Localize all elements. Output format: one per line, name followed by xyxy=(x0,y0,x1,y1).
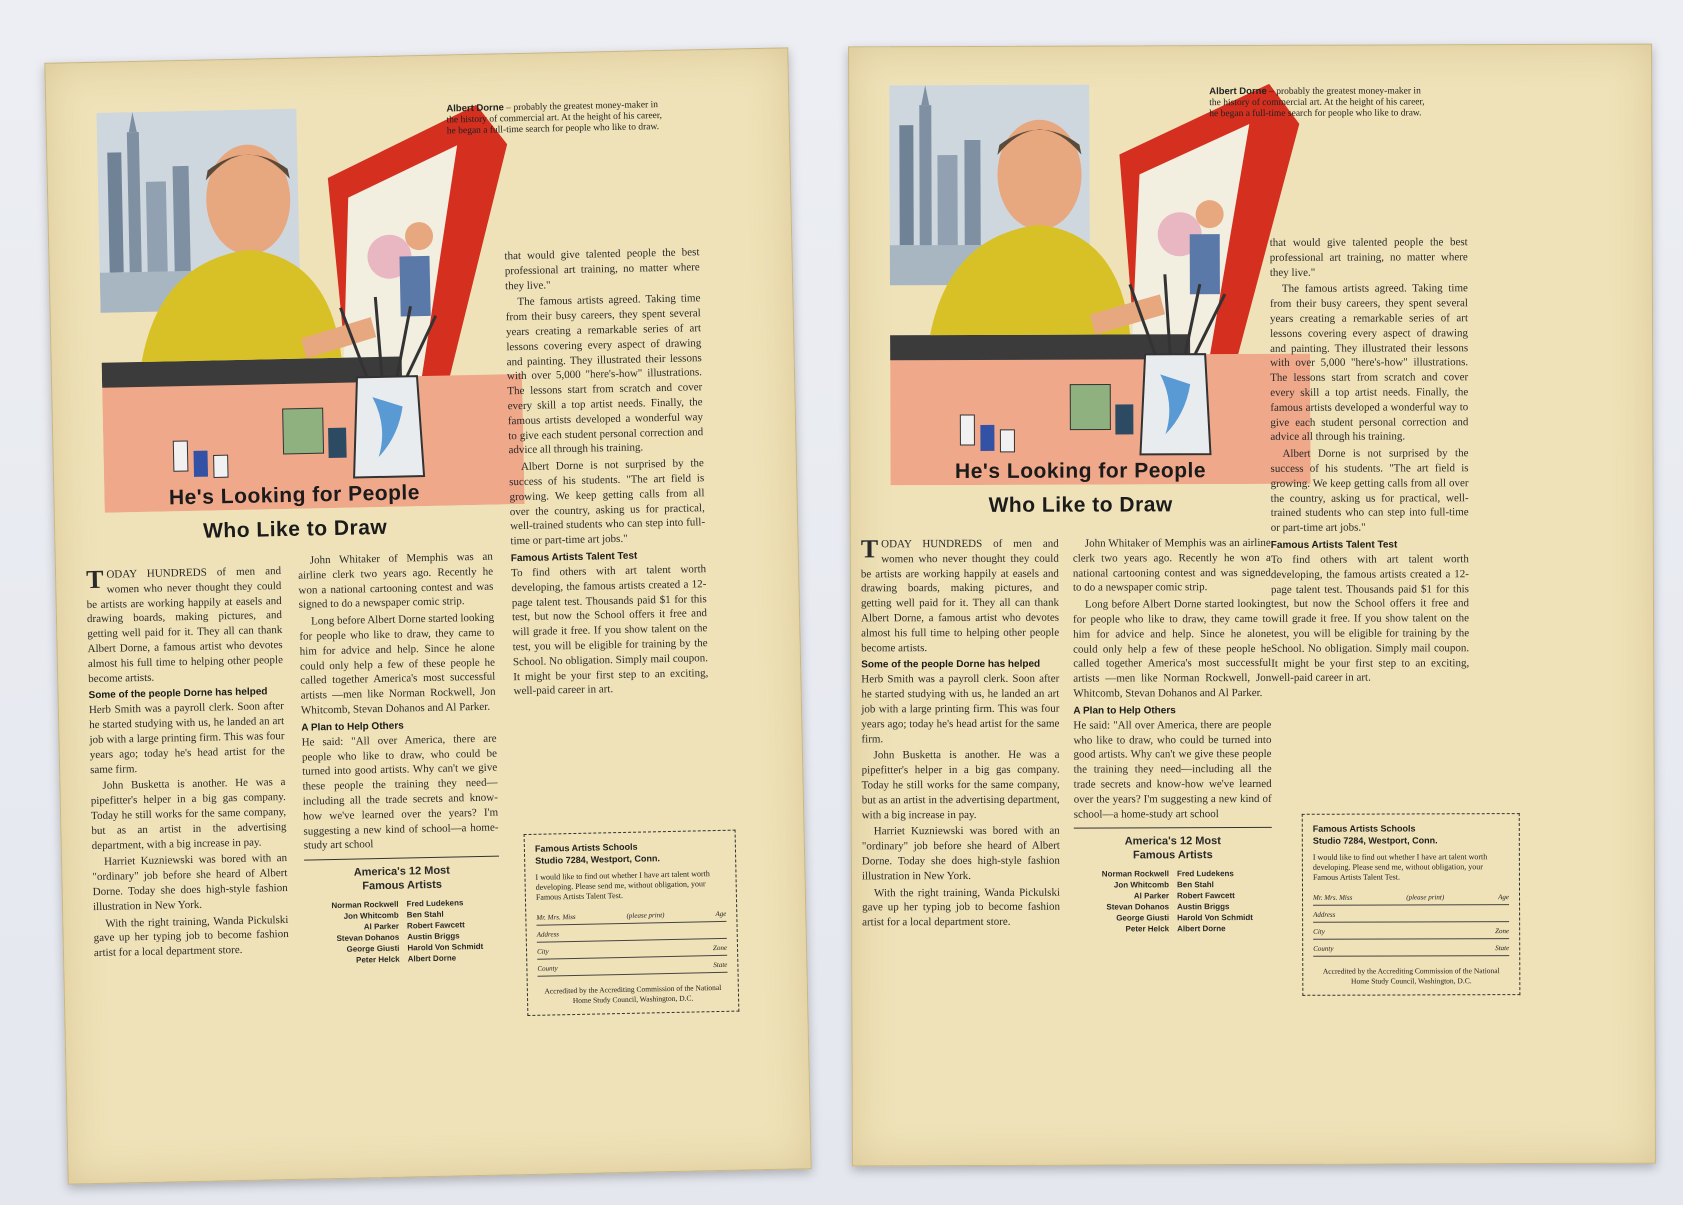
headline xyxy=(900,454,1260,523)
column-3 xyxy=(1270,235,1470,688)
coupon-address-label: Address xyxy=(1313,910,1336,919)
artists-title-line-1: America's 12 Most xyxy=(353,864,451,879)
artist-name: Austin Briggs xyxy=(407,931,460,942)
paragraph: John Busketta is another. He was a pipefitter's helper in a big gas company. Today he still works for the same company, but as an artist in the advertising department, with a big increase in pay. xyxy=(861,749,1060,821)
paragraph: The famous artists agreed. Taking time from their busy careers, they spent several years creating a remarkable series of art lessons covering every aspect of drawing and painting. They illustrated their lessons with over 5,000 "here's-how" illustrations. The lessons start from scratch and cover every skill a top artist needs. Finally, the famous artists developed a wonderful way to give each student personal correction and advice all through his training. xyxy=(1269,282,1469,444)
coupon-address-field[interactable] xyxy=(1313,909,1509,923)
coupon-zone-label: Zone xyxy=(1495,927,1510,936)
paragraph: John Busketta is another. He was a pipefitter's helper in a big gas company. Today he still works for the same company, but as an artist in the advertising department, with a big increase in pay. xyxy=(90,776,287,852)
subheading-people-helped: Some of the people Dorne has helped xyxy=(88,686,268,702)
coupon-city-field[interactable] xyxy=(1313,926,1509,940)
artists-list xyxy=(305,897,501,967)
paragraph: Harriet Kuzniewski was bored with an "ordinary" job before she heard of Albert Dorne. Today she does high-style fashion illustration in New York. xyxy=(861,825,1060,883)
headline-line-2: Who Like to Draw xyxy=(988,493,1173,517)
paragraph: that would give talented people the best professional art training, no matter where they live." xyxy=(504,246,700,292)
paragraph: Long before Albert Dorne started looking for people who like to draw, they came to him for advice and help. Since he alone could only help a few of these people he called together America's most successful artists —men like Norman Rockwell, Jon Whitcomb, Stevan Dohanos and Al Parker. xyxy=(1073,598,1272,700)
subheading-people-helped: Some of the people Dorne has helped xyxy=(861,659,1041,671)
artist-name: George Giusti xyxy=(346,943,400,954)
subheading-talent-test: Famous Artists Talent Test xyxy=(1270,539,1398,551)
paragraph: The famous artists agreed. Taking time from their busy careers, they spent several years creating a remarkable series of art lessons covering every aspect of drawing and painting. They illustrated their lessons with over 5,000 "here's-how" illustrations. The lessons start from scratch and cover every skill a top artist needs. Finally, the famous artists developed a wonderful way to give each student personal correction and advice all through his training. xyxy=(505,292,704,457)
paragraph: Herb Smith was a payroll clerk. Soon after he started studying with us, he landed an art job with a large printing firm. This was four years ago; today he's head artist for the same firm. xyxy=(88,700,285,776)
artist-name: Ben Stahl xyxy=(1176,880,1214,890)
paragraph: Harriet Kuzniewski was bored with an "ordinary" job before she heard of Albert Dorne. Today she does high-style fashion illustration in New York. xyxy=(92,852,288,913)
artist-name: Stevan Dohanos xyxy=(336,932,400,944)
artists-title-line-2: Famous Artists xyxy=(1133,849,1213,862)
paragraph: John Whitaker of Memphis was an airline clerk two years ago. Recently he won a national cartooning contest and was signed to do a newspaper comic strip. xyxy=(297,550,494,612)
caption-name: Albert Dorne xyxy=(446,102,505,115)
albert-dorne-illustration xyxy=(889,84,1310,485)
artists-title-line-1: America's 12 Most xyxy=(1124,835,1221,848)
artist-name: Harold Von Schmidt xyxy=(407,942,484,953)
illustration-svg xyxy=(96,104,524,513)
artist-name: George Giusti xyxy=(1116,913,1170,923)
artists-title xyxy=(1074,827,1272,863)
coupon-city-label: City xyxy=(1313,927,1325,936)
artist-name: Robert Fawcett xyxy=(1177,891,1235,901)
coupon-city-label: City xyxy=(536,947,549,956)
coupon-name-field[interactable] xyxy=(536,909,726,926)
column-3 xyxy=(504,245,708,701)
paragraph: Albert Dorne is not surprised by the success of his students. "The art field is growing. We keep getting calls from all over the country, asking us for practical, well-trained students who can step into full-time or part-time art jobs." xyxy=(1270,447,1469,535)
artist-name: Jon Whitcomb xyxy=(1113,880,1169,890)
coupon-state-label: State xyxy=(713,960,728,970)
albert-dorne-illustration xyxy=(96,104,524,513)
paragraph: To find others with art talent worth developing, the famous artists created a 12-page talent test. Thousands paid $1 for this test, but now the School offers it free and will grade it free. If you show talent on the test, you will be eligible for training by the School. No obligation. Simply mail coupon. It might be your first step to an exciting, well-paid career in art. xyxy=(1270,553,1470,685)
headline-line-2: Who Like to Draw xyxy=(202,515,388,543)
artist-name: Norman Rockwell xyxy=(331,899,399,911)
artist-name: Austin Briggs xyxy=(1177,902,1230,912)
illustration-svg xyxy=(889,84,1310,485)
artist-name: Harold Von Schmidt xyxy=(1177,913,1253,923)
artist-name: Robert Fawcett xyxy=(406,920,465,931)
paragraph: Albert Dorne is not surprised by the success of his students. "The art field is growing. We keep getting calls from all over the country, asking us for practical, well-trained students who can step into full-time or part-time art jobs." xyxy=(509,457,706,548)
paragraph: To find others with art talent worth developing, the famous artists created a 12-page talent test. Thousands paid $1 for this test, but now the School offers it free and will grade it free. If you show talent on the test, you will be eligible for training by the School. No obligation. Simply mail coupon. It might be your first step to an exciting, well-paid career in art. xyxy=(510,563,709,698)
artist-name: Stevan Dohanos xyxy=(1106,902,1170,912)
paragraph xyxy=(860,534,1060,656)
artist-name: Fred Ludekens xyxy=(406,898,464,909)
coupon-county-field[interactable] xyxy=(537,960,727,977)
caption-text: – probably the greatest money-maker in the history of commercial art. At the height of his career, he began a full-time search for people who like to draw. xyxy=(446,100,663,137)
coupon-name-label: Mr. Mrs. Miss xyxy=(1313,893,1353,902)
caption-name: Albert Dorne xyxy=(1209,85,1267,98)
mail-coupon[interactable] xyxy=(1302,813,1521,996)
artist-name: Jon Whitcomb xyxy=(343,910,399,921)
paragraph: With the right training, Wanda Pickulski gave up her typing job to become fashion artist for a local department store. xyxy=(862,886,1061,929)
coupon-county-label: County xyxy=(537,964,558,973)
coupon-city-field[interactable] xyxy=(537,943,727,960)
coupon-name-field[interactable] xyxy=(1313,892,1509,906)
paragraph: that would give talented people the best professional art training, no matter where they live." xyxy=(1269,236,1468,279)
coupon-county-label: County xyxy=(1313,944,1334,953)
coupon-name-label: Mr. Mrs. Miss xyxy=(536,912,576,922)
artist-name: Norman Rockwell xyxy=(1101,869,1169,879)
artist-name: Ben Stahl xyxy=(406,909,444,920)
column-1 xyxy=(860,534,1061,933)
subheading-talent-test: Famous Artists Talent Test xyxy=(510,550,638,565)
coupon-studio: Studio 7284, Westport, Conn. xyxy=(535,853,661,866)
column-1 xyxy=(86,564,289,963)
paragraph: Long before Albert Dorne started looking for people who like to draw, they came to him for advice and help. Since he alone could only help a few of these people he called together America's most successful artists —men like Norman Rockwell, Jon Whitcomb, Stevan Dohanos and Al Parker. xyxy=(299,611,496,717)
subheading-plan: A Plan to Help Others xyxy=(1073,705,1176,717)
artist-name: Peter Helck xyxy=(1125,924,1170,934)
coupon-body: I would like to find out whether I have art talent worth developing. Please send me, without obligation, your Famous Artists Talent Test. xyxy=(535,869,710,902)
caption-text: – probably the greatest money-maker in the history of commercial art. At the height of his career, he began a full-time search for people who like to draw. xyxy=(1209,86,1425,120)
artists-list xyxy=(1074,868,1272,935)
paragraph: Herb Smith was a payroll clerk. Soon after he started studying with us, he landed an art job with a large printing firm. This was four years ago; today he's head artist for the same firm. xyxy=(861,673,1060,745)
headline-line-1: He's Looking for People xyxy=(168,481,421,510)
magazine-page-left xyxy=(44,47,811,1184)
subheading-plan: A Plan to Help Others xyxy=(301,720,404,734)
coupon-accreditation: Accredited by the Accrediting Commission of the National Home Study Council, Washington, D.C. xyxy=(544,982,722,1006)
artist-name: Albert Dorne xyxy=(1177,924,1226,934)
artist-name: Peter Helck xyxy=(356,954,400,965)
paragraph: With the right training, Wanda Pickulski gave up her typing job to become fashion artist for a local department store. xyxy=(93,913,289,960)
coupon-address-field[interactable] xyxy=(537,926,727,943)
column-2 xyxy=(298,550,502,967)
headline-line-1: He's Looking for People xyxy=(954,459,1207,484)
artist-name: Albert Dorne xyxy=(407,953,457,964)
artist-name: Al Parker xyxy=(363,921,400,932)
coupon-print-label: (please print) xyxy=(626,911,665,920)
coupon-address-label: Address xyxy=(536,930,560,939)
illustration-caption xyxy=(1209,85,1429,120)
artists-title xyxy=(304,856,500,895)
coupon-age-label: Age xyxy=(715,909,727,919)
artist-name: Al Parker xyxy=(1133,891,1170,901)
coupon-age-label: Age xyxy=(1498,893,1510,902)
coupon-accreditation: Accredited by the Accrediting Commission of the National Home Study Council, Washington, D.C. xyxy=(1322,966,1500,986)
drop-cap: T xyxy=(860,534,879,564)
coupon-school: Famous Artists Schools xyxy=(534,841,638,854)
column-2 xyxy=(1073,536,1272,935)
coupon-print-label: (please print) xyxy=(1406,893,1445,902)
magazine-page-right xyxy=(848,44,1656,1167)
paragraph-text: ODAY HUNDREDS of men and women who never thought they could be artists are working happily at easels and drawing boards, making pictures, and getting well paid for it. They all can thank Albert Dorne, a famous artist who devotes almost his full time to helping other people become artists. xyxy=(86,565,284,685)
coupon-studio: Studio 7284, Westport, Conn. xyxy=(1312,835,1438,846)
mail-coupon[interactable] xyxy=(524,830,740,1016)
coupon-body: I would like to find out whether I have art talent worth developing. Please send me, without obligation, your Famous Artists Talent Test. xyxy=(1312,852,1488,882)
coupon-school: Famous Artists Schools xyxy=(1312,823,1416,834)
coupon-state-label: State xyxy=(1495,944,1510,953)
headline xyxy=(114,475,475,551)
drop-cap: T xyxy=(85,564,104,595)
coupon-county-field[interactable] xyxy=(1313,943,1509,957)
paragraph: He said: "All over America, there are people who like to draw, who could be turned into good artists. Why can't we give these people the training they need—including all the trade secrets and know-how we've learned over the years? I'm suggesting a new kind of school—a home-study art school xyxy=(301,732,499,852)
paragraph-text: ODAY HUNDREDS of men and women who never thought they could be artists are working happily at easels and drawing boards, making pictures, and getting well paid for it. They all can thank Albert Dorne, a famous artist who devotes almost his full time to helping other people become artists. xyxy=(860,537,1060,654)
illustration-caption xyxy=(446,99,667,138)
paragraph: John Whitaker of Memphis was an airline clerk two years ago. Recently he won a national cartooning contest and was signed to do a newspaper comic strip. xyxy=(1072,536,1271,595)
artists-title-line-2: Famous Artists xyxy=(362,878,443,893)
coupon-zone-label: Zone xyxy=(712,943,728,953)
paragraph: He said: "All over America, there are people who like to draw, who could be turned into good artists. Why can't we give these people the training they need—including all the trade secrets and know-how we've learned over the years? I'm suggesting a new kind of school—a home-study art school xyxy=(1073,718,1272,821)
paragraph xyxy=(86,564,283,686)
artist-name: Fred Ludekens xyxy=(1176,869,1234,879)
